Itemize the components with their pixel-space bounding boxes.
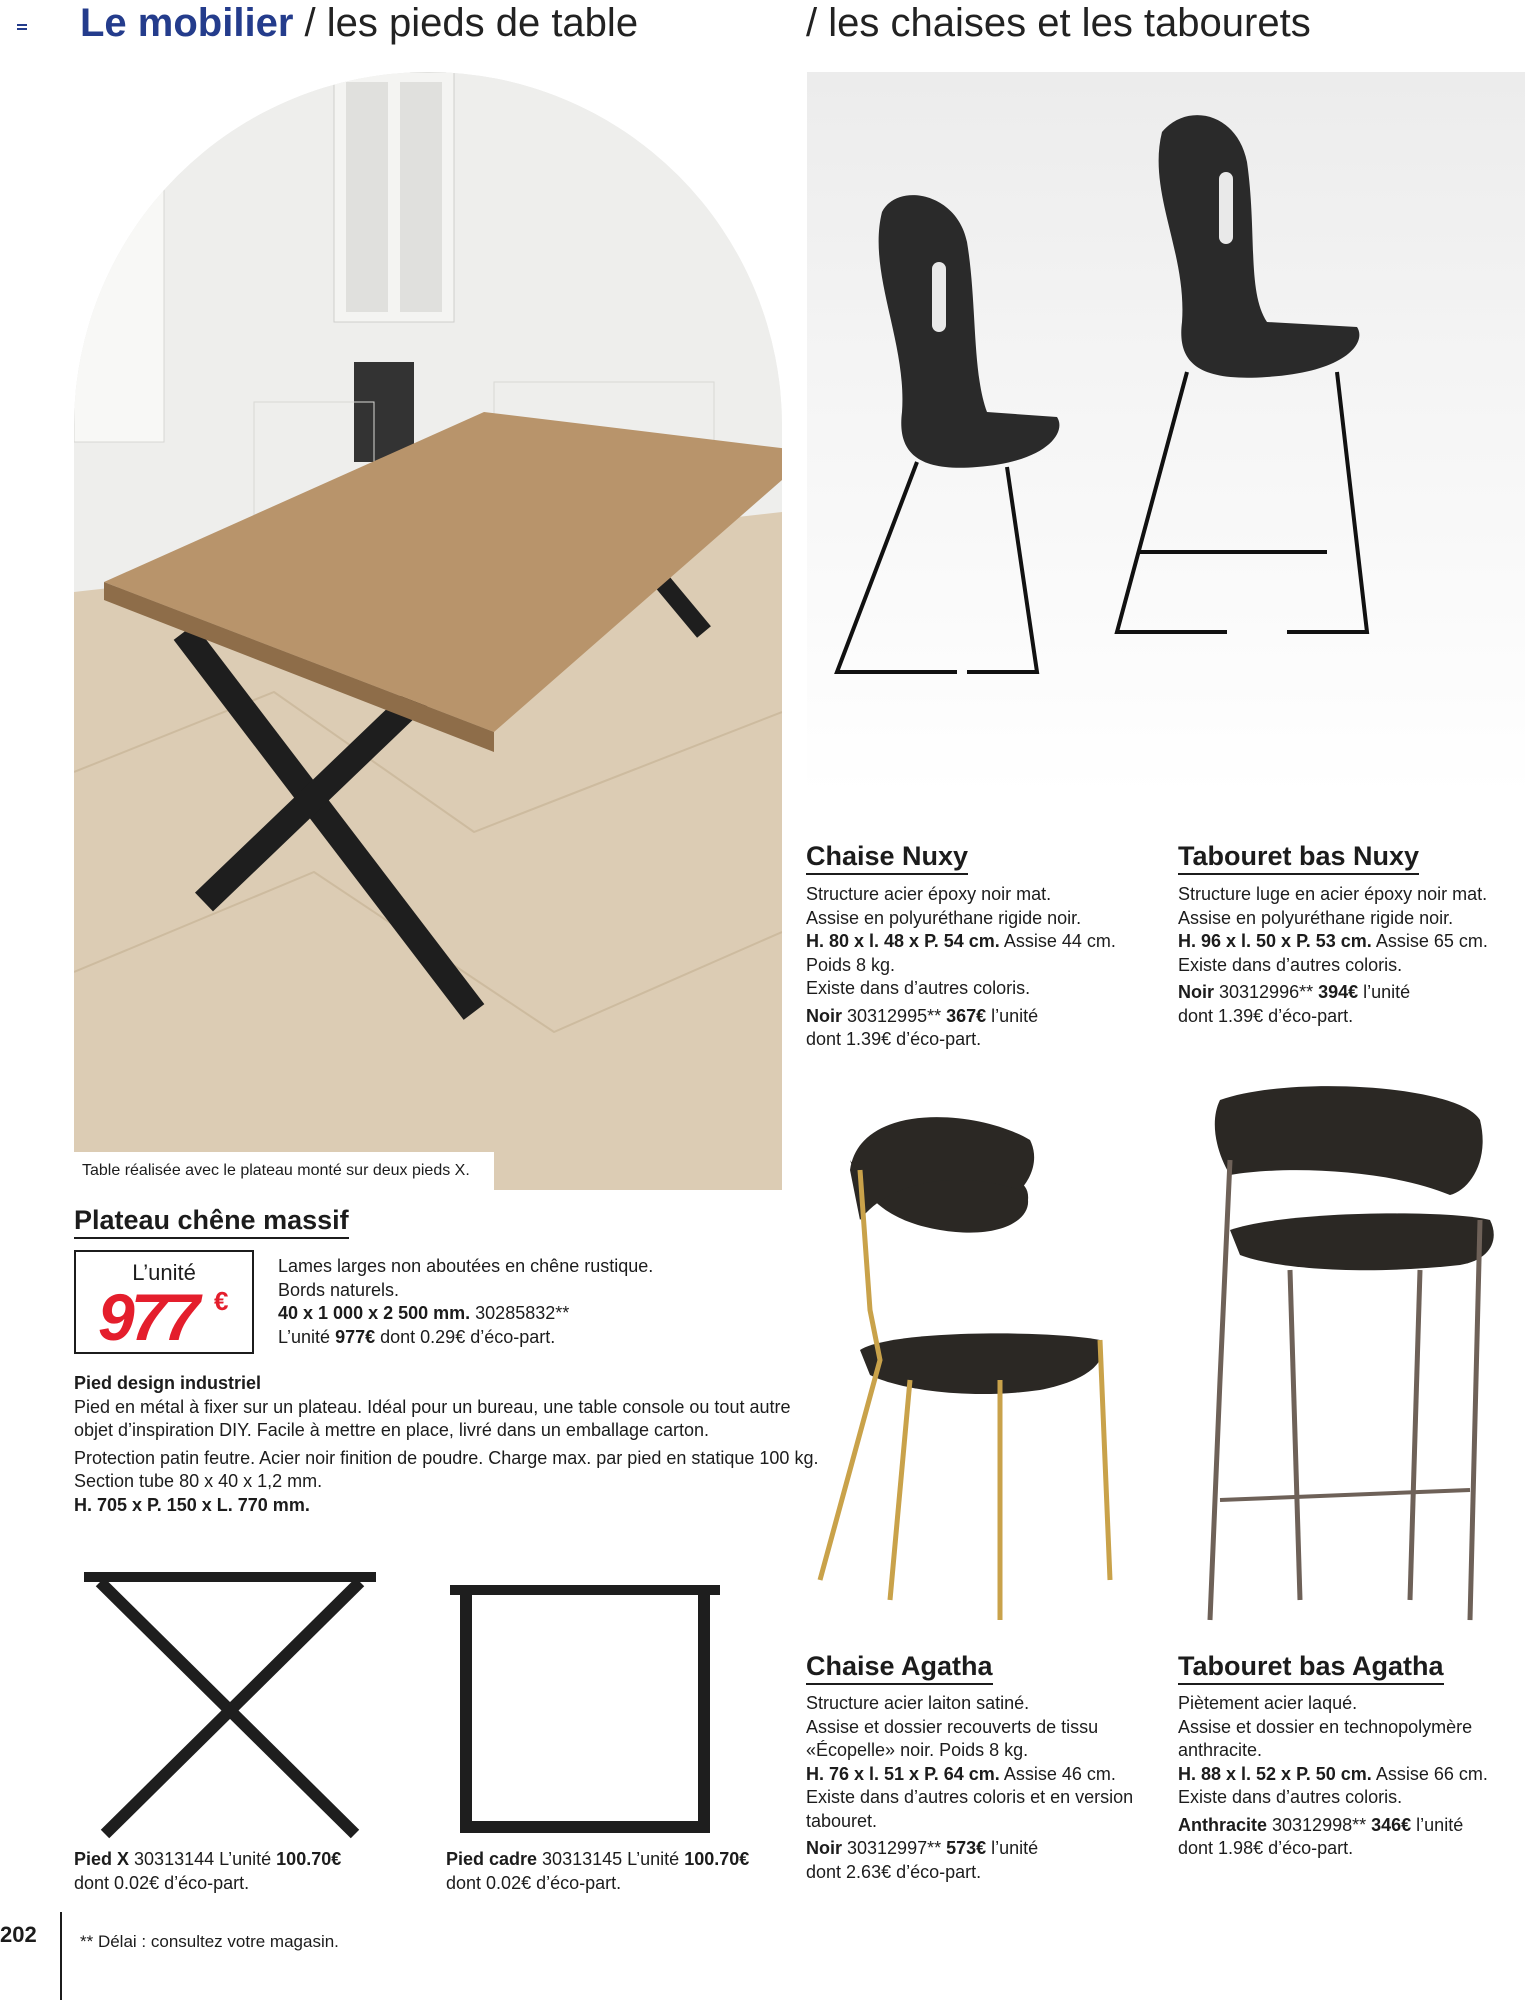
pied-design-line: objet d’inspiration DIY. Facile à mettre en place, livré dans un emballage carton. (74, 1420, 710, 1440)
unit: l’unité (1411, 1814, 1464, 1835)
pied-design-line: Pied en métal à fixer sur un plateau. Idéal pour un bureau, une table console ou tout autre (74, 1396, 791, 1417)
pied-design-line: Section tube 80 x 40 x 1,2 mm. (74, 1471, 323, 1491)
plateau-desc-line: Bords naturels. (278, 1279, 400, 1300)
pied-x-ref: 30313144 L’unité (129, 1849, 277, 1869)
color: Anthracite (1178, 1814, 1268, 1835)
ref: 30312996** (1214, 982, 1319, 1002)
pied-x-name: Pied X (74, 1849, 130, 1869)
pied-x-line (74, 1848, 341, 1872)
price-line (1178, 981, 1488, 1005)
desc-line: «Écopelle» noir. Poids 8 kg. (806, 1740, 1029, 1760)
desc-line: Existe dans d’autres coloris. (1178, 954, 1403, 975)
plateau-desc (278, 1255, 653, 1349)
ref: 30312995** (842, 1005, 947, 1026)
price-label: L’unité (132, 1260, 196, 1285)
plateau-eco: 0.29€ (420, 1326, 466, 1347)
color: Noir (1178, 982, 1214, 1002)
desc-line: Structure acier époxy noir mat. (806, 884, 1052, 904)
desc-line: Assise et dossier en technopolymère (1178, 1716, 1473, 1737)
ref: 30312997** (842, 1838, 947, 1858)
plateau-unit-line (278, 1326, 653, 1350)
pied-design-line: Protection patin feutre. Acier noir finition de poudre. Charge max. par pied en statique 100 kg. (74, 1447, 819, 1468)
price: 394€ (1318, 982, 1359, 1002)
price-value: 977 (98, 1280, 197, 1354)
chairs-photo (807, 72, 1525, 796)
unit-prefix: L’unité (278, 1326, 336, 1347)
eco-prefix: dont (375, 1326, 421, 1347)
desc-line: Assise et dossier recouverts de tissu (806, 1716, 1099, 1737)
plateau-dims: 40 x 1 000 x 2 500 mm. (278, 1303, 471, 1323)
unit: l’unité (986, 1838, 1039, 1858)
eco-suffix: d’éco-part. (159, 1872, 250, 1893)
nuxy-chairs-illustration (807, 72, 1525, 796)
eco-line (1178, 1005, 1488, 1029)
desc-line: Existe dans d’autres coloris et en version (806, 1787, 1134, 1807)
desc-line: Existe dans d’autres coloris. (1178, 1787, 1403, 1807)
eco-prefix: dont (806, 1029, 847, 1049)
pied-cadre-eco: 0.02€ (486, 1872, 532, 1893)
dims-rest: Assise 65 cm. (1371, 931, 1488, 951)
price: 573€ (946, 1838, 987, 1858)
eco-suffix: d’éco-part. (891, 1029, 982, 1049)
unit: l’unité (986, 1005, 1039, 1026)
page-title-right: / les chaises et les tabourets (806, 1, 1311, 45)
eco-prefix: dont (74, 1872, 115, 1893)
eco-suffix: d’éco-part. (891, 1861, 982, 1882)
chaise-agatha-image (800, 1080, 1180, 1640)
desc-line: Structure luge en acier époxy noir mat. (1178, 884, 1488, 904)
pied-cadre-line (446, 1848, 749, 1872)
plateau-ref: 30285832** (470, 1303, 570, 1323)
page-title (80, 0, 638, 46)
eco-suffix: d’éco-part. (1263, 1838, 1354, 1858)
eco: 1.98€ (1218, 1838, 1264, 1858)
chaise-nuxy-desc (806, 883, 1116, 1052)
price: 367€ (946, 1005, 987, 1026)
desc-line: Structure acier laiton satiné. (806, 1693, 1030, 1713)
pied-x-info (74, 1848, 341, 1895)
eco-prefix: dont (1178, 1838, 1219, 1858)
pied-x-image (80, 1572, 380, 1842)
dims-line (1178, 930, 1488, 954)
footer-note: ** Délai : consultez votre magasin. (80, 1932, 339, 1951)
page-number: 202 (0, 1922, 37, 1947)
eco: 1.39€ (846, 1029, 892, 1049)
plateau-desc-line: Lames larges non aboutées en chêne rustique. (278, 1256, 654, 1276)
eco-line (806, 1861, 1133, 1885)
pied-cadre-image (450, 1585, 720, 1840)
price-line (806, 1837, 1133, 1861)
pied-x-eco: 0.02€ (114, 1872, 160, 1893)
eco-prefix: dont (446, 1872, 487, 1893)
dims: H. 88 x l. 52 x P. 50 cm. (1178, 1763, 1372, 1784)
desc-line: Piètement acier laqué. (1178, 1693, 1358, 1713)
desc-line: Assise en polyuréthane rigide noir. (806, 907, 1082, 928)
price-line (806, 1005, 1116, 1029)
dims-line (806, 1763, 1133, 1787)
ref: 30312998** (1267, 1814, 1372, 1835)
eco-prefix: dont (1178, 1005, 1219, 1026)
pied-cadre-ref: 30313145 L’unité (537, 1849, 685, 1869)
chaise-agatha-title: Chaise Agatha (806, 1650, 993, 1685)
plateau-title: Plateau chêne massif (74, 1204, 349, 1239)
eco: 1.39€ (1218, 1005, 1264, 1026)
dims: H. 96 x l. 50 x P. 53 cm. (1178, 931, 1372, 951)
eco-line (806, 1028, 1116, 1052)
desc-line: tabouret. (806, 1810, 878, 1831)
chaise-agatha-desc (806, 1692, 1133, 1884)
dims-line (1178, 1763, 1488, 1787)
pied-cadre-name: Pied cadre (446, 1849, 538, 1869)
eco-suffix: d’éco-part. (465, 1326, 556, 1347)
desc-line: Existe dans d’autres coloris. (806, 978, 1031, 998)
price-currency: € (214, 1286, 229, 1316)
table-photo (74, 72, 782, 1190)
dims-line (806, 930, 1116, 954)
desc-line: Assise en polyuréthane rigide noir. (1178, 907, 1454, 928)
dims-rest: Assise 66 cm. (1371, 1763, 1488, 1784)
dims-rest: Assise 46 cm. (999, 1763, 1116, 1784)
price-box (74, 1250, 254, 1354)
plateau-dims-line (278, 1302, 653, 1326)
price: 346€ (1371, 1814, 1412, 1835)
tabouret-agatha-image (1170, 1080, 1525, 1640)
eco-suffix: d’éco-part. (531, 1872, 622, 1893)
tabouret-agatha-desc (1178, 1692, 1488, 1861)
eco: 2.63€ (846, 1861, 892, 1882)
unit: l’unité (1358, 982, 1411, 1002)
dims-rest: Assise 44 cm. (999, 931, 1116, 951)
tabouret-nuxy-desc (1178, 883, 1488, 1028)
chaise-nuxy-title: Chaise Nuxy (806, 840, 968, 875)
pied-cadre-eco-line (446, 1872, 749, 1896)
dims: H. 80 x l. 48 x P. 54 cm. (806, 931, 1000, 951)
tabouret-nuxy-title: Tabouret bas Nuxy (1178, 840, 1419, 875)
eco-prefix: dont (806, 1861, 847, 1882)
menu-icon[interactable] (17, 24, 27, 32)
pied-cadre-info (446, 1848, 749, 1895)
dims: H. 76 x l. 51 x P. 64 cm. (806, 1763, 1000, 1784)
color: Noir (806, 1838, 842, 1858)
pied-design-title: Pied design industriel (74, 1373, 262, 1393)
pied-cadre-price: 100.70€ (684, 1849, 750, 1869)
eco-suffix: d’éco-part. (1263, 1005, 1354, 1026)
desc-line: anthracite. (1178, 1740, 1263, 1760)
pied-design-dims: H. 705 x P. 150 x L. 770 mm. (74, 1494, 310, 1515)
title-bold: Le mobilier (80, 1, 294, 45)
pied-x-eco-line (74, 1872, 341, 1896)
footer-divider (60, 1912, 62, 2000)
tabouret-agatha-title: Tabouret bas Agatha (1178, 1650, 1444, 1685)
pied-x-price: 100.70€ (276, 1849, 342, 1869)
pied-design-block (74, 1372, 818, 1517)
desc-line: Poids 8 kg. (806, 954, 896, 975)
table-illustration (74, 72, 782, 1190)
plateau-unit-price: 977€ (335, 1326, 376, 1347)
price-line (1178, 1814, 1488, 1838)
eco-line (1178, 1837, 1488, 1861)
color: Noir (806, 1005, 842, 1026)
table-caption: Table réalisée avec le plateau monté sur deux pieds X. (74, 1152, 494, 1190)
title-rest: / les pieds de table (293, 1, 639, 45)
